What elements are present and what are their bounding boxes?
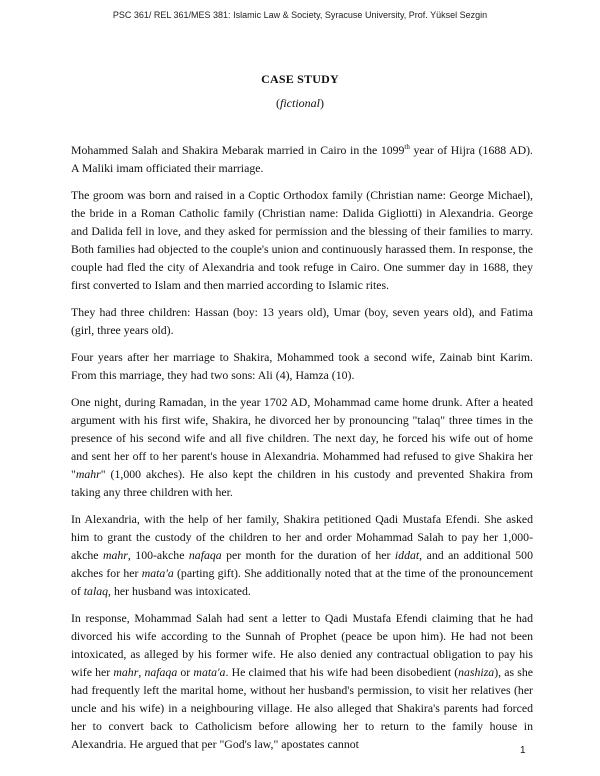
text-run: per month for the duration of her <box>221 548 395 562</box>
italic-term: mata'a <box>141 566 174 580</box>
text-run: , <box>138 665 145 679</box>
italic-term: mahr <box>102 548 128 562</box>
text-run: or <box>177 665 194 679</box>
case-study-subtitle: (fictional) <box>276 96 324 110</box>
paragraph-6 <box>71 510 533 600</box>
text-run: , her husband was intoxicated. <box>108 584 251 598</box>
text-run: They had three children: Hassan (boy: 13 years old), Umar (boy, seven years old), and Fatima (girl, three years old). <box>71 305 533 337</box>
italic-term: mata'a <box>193 665 226 679</box>
italic-term: nafaqa <box>188 548 222 562</box>
text-run: One night, during Ramadan, in the year 1702 AD, Mohammad came home drunk. After a heated argument with his first wife, Shakira, he divorced her by pronouncing "talaq" three times in the presence of his second wife and all five children. The next day, he forced his wife out of home and sent her off to her parent's house in Alexandria. Mohammed had refused to give Shakira her " <box>71 395 533 481</box>
case-study-title: CASE STUDY <box>261 72 339 86</box>
paragraph-7 <box>71 609 533 753</box>
page-header: PSC 361/ REL 361/MES 381: Islamic Law & Society, Syracuse University, Prof. Yüksel Sezgin <box>112 10 488 20</box>
text-run: The groom was born and raised in a Coptic Orthodox family (Christian name: George Michael), the bride in a Roman Catholic family (Christian name: Dalida Gigliotti) in Alexandria. George and Dalida fell in love, and they asked for permission and the blessing of their families to marry. Both families had objected to the couple's union and continuously harassed them. In response, the couple had fled the city of Alexandria and took refuge in Cairo. One summer day in 1688, they first converted to Islam and then married according to Islamic rites. <box>71 188 533 292</box>
paragraph-1 <box>71 141 533 177</box>
text-run: Mohammed Salah and Shakira Mebarak married in Cairo in the 1099 <box>71 143 405 157</box>
subtitle-text: fictional <box>280 96 320 110</box>
page-number: 1 <box>520 745 526 756</box>
text-run: , and an additional 500 akches for her <box>71 548 533 580</box>
text-run: In Alexandria, with the help of her family, Shakira petitioned Qadi Mustafa Efendi. She asked him to grant the custody of the children to her and order Mohammad Salah to pay her 1,000-akche <box>71 512 533 562</box>
paragraph-2 <box>71 186 533 294</box>
text-run: (parting gift). She additionally noted that at the time of the pronouncement of <box>71 566 533 598</box>
text-run: , 100-akche <box>127 548 189 562</box>
italic-term: mahr <box>75 467 101 481</box>
paragraph-4 <box>71 348 533 384</box>
italic-term: iddat <box>394 548 420 562</box>
text-run: ), as she had frequently left the marital home, without her husband's permission, to visit her relatives (her uncle and his wife) in a neighbouring village. He also alleged that Shakira's parents had forced her to convert back to Catholicism before allowing her to return to the family house in Alexandria. He argued that per "God's law," apostates cannot <box>71 665 533 751</box>
superscript: th <box>404 143 410 152</box>
paragraph-5 <box>71 393 533 501</box>
italic-term: talaq <box>83 584 109 598</box>
italic-term: nafaqa <box>144 665 178 679</box>
text-run: In response, Mohammad Salah had sent a letter to Qadi Mustafa Efendi claiming that he had divorced his wife according to the Sunnah of Prophet (peace be upon him). He had not been intoxicated, as alleged by his former wife. He also denied any contractual obligation to pay his wife her <box>71 611 533 679</box>
text-run: Four years after her marriage to Shakira, Mohammed took a second wife, Zainab bint Karim. From this marriage, they had two sons: Ali (4), Hamza (10). <box>71 350 533 382</box>
text-run: year of Hijra (1688 AD). A Maliki imam officiated their marriage. <box>71 143 534 175</box>
italic-term: mahr <box>113 665 139 679</box>
italic-term: nashiza <box>458 665 495 679</box>
paragraph-3 <box>71 303 533 339</box>
text-run: " (1,000 akches). He also kept the children in his custody and prevented Shakira from taking any three children with her. <box>71 467 533 499</box>
text-run: . He claimed that his wife had been disobedient ( <box>225 665 459 679</box>
document-body <box>71 141 533 762</box>
